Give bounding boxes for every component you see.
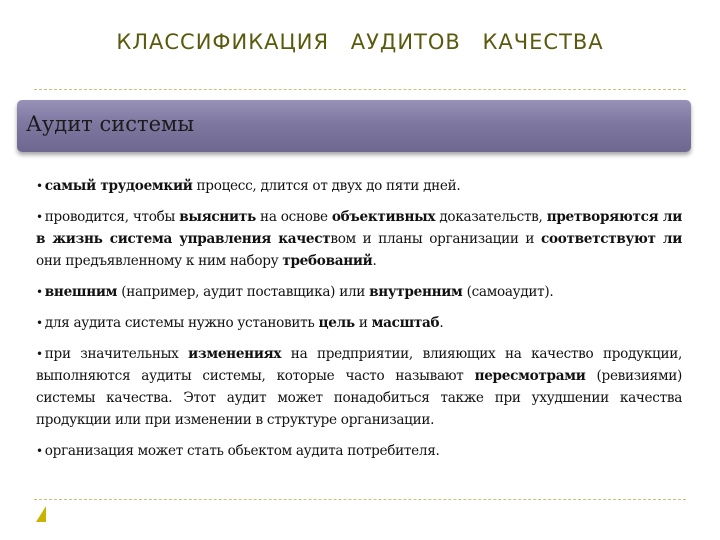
- bullet-text: .: [372, 253, 377, 269]
- bullet-emphasis: изменениях: [188, 346, 282, 362]
- bullet-emphasis: цель: [318, 315, 355, 331]
- corner-triangle-icon: [36, 506, 46, 522]
- bullet-text: (самоаудит).: [462, 284, 554, 300]
- bullet-text: и: [354, 315, 372, 331]
- bullet-text: проводится, чтобы: [44, 209, 180, 225]
- bullet-text: .: [439, 315, 444, 331]
- bottom-divider: [34, 499, 686, 500]
- bullet-item: [36, 312, 682, 334]
- bullet-emphasis: претворяются ли в жизнь система управления качест: [36, 209, 682, 247]
- bullet-text: доказательств,: [435, 209, 547, 225]
- slide-title: КЛАССИФИКАЦИЯ АУДИТОВ КАЧЕСТВА: [116, 30, 604, 54]
- bullet-emphasis: пересмотрами: [474, 368, 586, 384]
- banner-title: Аудит системы: [26, 112, 195, 136]
- bullet-dot-icon: •: [36, 179, 43, 193]
- bullet-text: на основе: [255, 209, 332, 225]
- bullet-emphasis: требований: [282, 253, 373, 269]
- bullet-text: вом и планы организации и: [330, 231, 542, 247]
- bullet-dot-icon: •: [36, 316, 43, 330]
- bullet-text: при значительных: [44, 346, 189, 362]
- bullet-text: для аудита системы нужно установить: [44, 315, 319, 331]
- bullet-emphasis: объективных: [331, 209, 436, 225]
- bullet-text: на предприятии, влияющих на качество продукции, выполняются аудиты системы, которые часто называют: [36, 346, 683, 384]
- bullet-text: (например, аудит поставщика) или: [117, 284, 370, 300]
- bullet-emphasis: внешним: [44, 284, 118, 300]
- bullet-text: они предъявленному к ним набору: [36, 253, 283, 269]
- bullet-text: организация может стать обьектом аудита потребителя.: [44, 443, 440, 459]
- bullet-dot-icon: •: [36, 210, 43, 224]
- bullet-dot-icon: •: [36, 285, 43, 299]
- bullet-emphasis: соответствуют ли: [541, 231, 682, 247]
- bullet-item: [36, 440, 682, 462]
- bullet-text: (ревизиями) системы качества. Этот аудит может понадобиться также при ухудшении качества продукции или при изменении в структуре организации.: [36, 368, 682, 428]
- bullet-emphasis: выяснить: [179, 209, 256, 225]
- bullet-emphasis: масштаб: [371, 315, 440, 331]
- bullet-text: процесс, длится от двух до пяти дней.: [192, 178, 461, 194]
- bullet-emphasis: самый трудоемкий: [44, 178, 193, 194]
- bullet-item: [36, 175, 682, 197]
- bullet-list: [36, 175, 682, 471]
- bullet-item: [36, 343, 682, 431]
- top-divider: [34, 89, 686, 90]
- bullet-emphasis: внутренним: [369, 284, 463, 300]
- bullet-item: [36, 206, 682, 272]
- bullet-dot-icon: •: [36, 347, 43, 361]
- bullet-dot-icon: •: [36, 444, 43, 458]
- bullet-item: [36, 281, 682, 303]
- section-banner: [17, 100, 691, 152]
